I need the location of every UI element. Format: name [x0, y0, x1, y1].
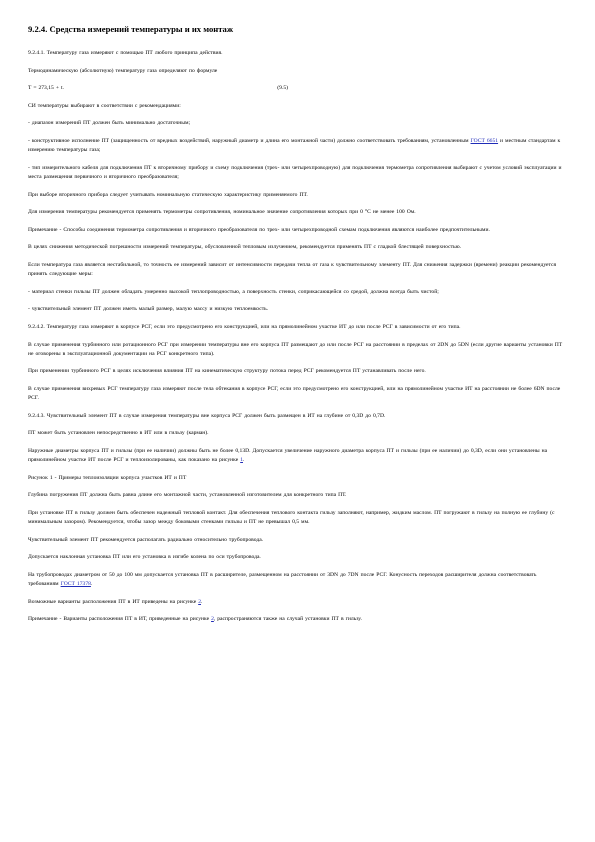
- paragraph-text: .: [242, 457, 245, 464]
- paragraph: Для измерения температуры рекомендуется применять термометры сопротивления, номинальное значение сопротивления которых при 0 °С не менее 100 Ом.: [28, 209, 416, 216]
- paragraph-text: , распространяются также на случай установки ПТ в гильзу.: [213, 616, 362, 623]
- section-heading: 9.2.4. Средства измерений температуры и их монтаж: [28, 24, 234, 34]
- figure-1-link[interactable]: 1: [240, 457, 243, 464]
- figure-2-link[interactable]: 2: [198, 598, 201, 605]
- paragraph: [28, 447, 567, 465]
- paragraph: СИ температуры выбирают в соответствии с рекомендациями:: [28, 102, 181, 109]
- paragraph: 9.2.4.1. Температуру газа измеряют с помощью ПТ любого принципа действия.: [28, 50, 223, 56]
- list-item: - чувствительный элемент ПТ должен иметь малый размер, малую массу и низкую теплоемкость.: [28, 306, 269, 313]
- gost-17378-link[interactable]: ГОСТ 17378: [60, 581, 91, 588]
- list-item-text: - конструктивное исполнение ПТ (защищенность от вредных воздействий, наружный диаметр и длина его монтажной части) должно соответствовать требованиям, установленным: [28, 137, 471, 144]
- paragraph: При выборе вторичного прибора следует учитывать номинальную статическую характеристику применяемого ПТ.: [28, 191, 308, 198]
- paragraph-text: На трубопроводах диаметром от 50 до 100 мм допускается установка ПТ в расширителе, размещенном на расстоянии от 3DN до 7DN после РСГ. Конусность переходов расширителя должна соответствовать требованиям: [28, 571, 537, 588]
- paragraph: Чувствительный элемент ПТ рекомендуется располагать радиально относительно трубопровода.: [28, 536, 264, 543]
- paragraph: В целях снижения методической погрешности измерений температуры, обусловленной тепловым излучением, рекомендуется применять ПТ с гладкой блестящей поверхностью.: [28, 244, 462, 251]
- formula-number: (9.5): [277, 85, 288, 92]
- note: [28, 615, 567, 624]
- paragraph: 9.2.4.2. Температуру газа измеряют в корпусе РСГ, если это предусмотрено его конструкцией, или на прямолинейном участке ИТ до или после РСГ в зависимости от его типа.: [28, 323, 461, 330]
- list-item: - диапазон измерений ПТ должен быть минимально достаточным;: [28, 120, 191, 127]
- list-item: - материал стенки гильзы ПТ должен обладать умеренно высокой теплопроводностью, а поверхность стенки, соприкасающейся со средой, должна всегда быть чистой;: [28, 288, 439, 295]
- recommendation-list: [28, 119, 567, 182]
- note: Примечание - Способы соединения термометра сопротивления и вторичного преобразователя по трех- или четырехпроводной схемам подключения являются наиболее предпочтительными.: [28, 226, 490, 233]
- paragraph: При установке ПТ в гильзу должен быть обеспечен надежный тепловой контакт. Для обеспечения теплового контакта гильзу заполняют, например, жидким маслом. ПТ погружают в гильзу на полную ее глубину (с минимальным зазором). Рекомендуется, чтобы зазор между боковыми стенками гильзы и ПТ не превышал 0,5 мм.: [28, 509, 555, 526]
- paragraph: 9.2.4.3. Чувствительный элемент ПТ в случае измерения температуры вне корпуса РСГ должен быть размещен в ИТ на глубине от 0,3D до 0,7D.: [28, 412, 386, 419]
- list-item: - тип измерительного кабеля для подключения ПТ к вторичному прибору и схему подключения (трех- или четырехпроводную) для подключения термометра сопротивления выбирают с учетом условий эксплуатации и места размещения первичного и вторичного преобразователя;: [28, 164, 562, 180]
- paragraph: [28, 571, 567, 589]
- list-item-text: и местным стандартам к измерению температуры газа;: [28, 137, 561, 154]
- paragraph: Глубина погружения ПТ должна быть равна длине его монтажной части, установленной изготовителем для конкретного типа ПТ.: [28, 492, 347, 499]
- paragraph-text: .: [200, 598, 203, 605]
- formula: [28, 84, 288, 93]
- formula-expression: T = 273,15 + t.: [28, 85, 64, 92]
- paragraph-text: Примечание - Варианты расположения ПТ в ИТ, приведенные на рисунке: [28, 616, 212, 623]
- paragraph: В случае применения вихревых РСГ температуру газа измеряют после тела обтекания в корпусе РСГ, если это предусмотрено его конструкцией, или на прямолинейном участке ИТ на расстоянии не более 6DN после РСГ.: [28, 385, 561, 402]
- paragraph: [28, 598, 567, 607]
- gost-6651-link[interactable]: ГОСТ 6651: [470, 137, 499, 144]
- paragraph: Термодинамическую (абсолютную) температуру газа определяют по формуле: [28, 67, 218, 74]
- list-item: [28, 137, 567, 155]
- paragraph-text: Наружные диаметры корпуса ПТ и гильзы (при ее наличии) должны быть не более 0,13D. Допускается увеличение наружного диаметра корпуса ПТ и гильзы (при ее наличии) до 0,3D, если они установлены на прямолинейном участке ИТ после РСГ и теплоизолированы, как показано на рисунке: [28, 447, 548, 464]
- paragraph: Допускается наклонная установка ПТ или его установка в изгибе колена по оси трубопровода.: [28, 554, 261, 561]
- figure-caption: Рисунок 1 - Примеры теплоизоляции корпуса участков ИТ и ПТ: [28, 474, 187, 481]
- paragraph: В случае применения турбинного или ротационного РСГ при измерении температуры вне его корпуса ПТ размещают до или после РСГ на расстоянии в пределах от 2DN до 5DN (если другие варианты установки ПТ не оговорены в эксплуатационной документации на РСГ конкретного типа).: [28, 341, 563, 357]
- paragraph: ПТ может быть установлен непосредственно в ИТ или в гильзу (карман).: [28, 430, 209, 437]
- paragraph: При применении турбинного РСГ в целях исключения влияния ПТ на кинематическую структуру потока перед РСГ рекомендуется ПТ устанавливать после него.: [28, 368, 426, 375]
- figure-2-link[interactable]: 2: [211, 616, 214, 623]
- paragraph-text: .: [90, 581, 93, 588]
- paragraph: Если температура газа является нестабильной, то точность ее измерений зависит от интенсивности передачи тепла от газа к чувствительному элементу ПТ. Для снижения задержки (времени) реакции рекомендуется принять следующие меры:: [28, 261, 557, 278]
- paragraph-text: Возможные варианты расположения ПТ в ИТ приведены на рисунке: [28, 598, 199, 605]
